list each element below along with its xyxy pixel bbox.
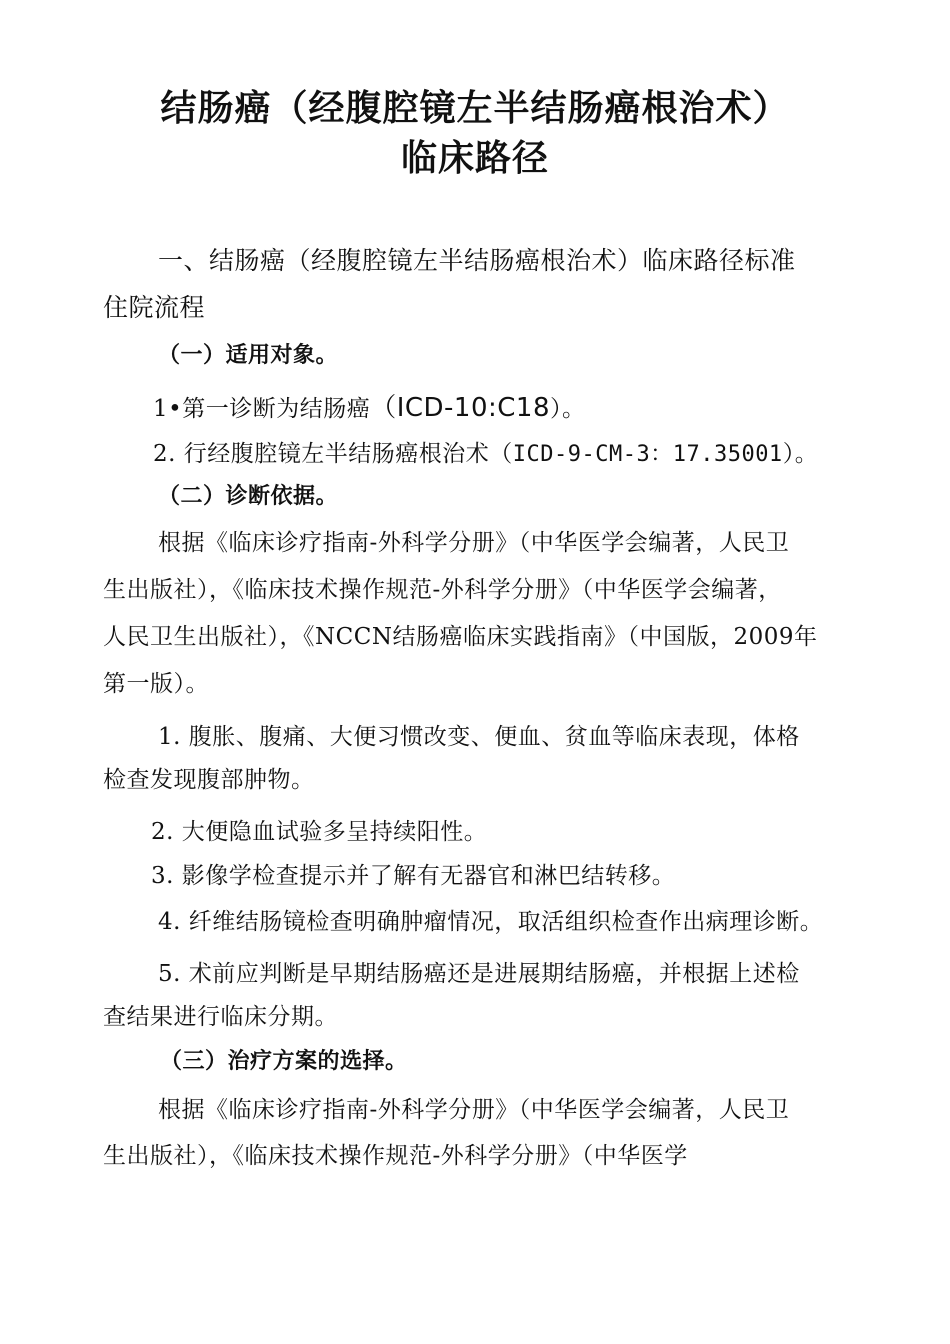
sub2-item5-line2: 查结果进行临床分期。	[103, 1004, 338, 1030]
sub1-item2-prefix: 2. 行经腹腔镜左半结肠癌根治术（	[153, 441, 513, 467]
sub3-para-line2: 生出版社），《临床技术操作规范-外科学分册》（中华医学	[103, 1143, 688, 1169]
sub1-item1	[153, 387, 586, 424]
section1-heading-line1: 一、结肠癌（经腹腔镜左半结肠癌根治术）临床路径标准	[158, 246, 796, 275]
sub1-item2-code: ICD-9-CM-3：17.35001	[512, 442, 783, 467]
sub2-para-line3: 人民卫生出版社），《NCCN结肠癌临床实践指南》（中国版，2009年	[103, 624, 818, 650]
sub2-item1-line1: 1. 腹胀、腹痛、大便习惯改变、便血、贫血等临床表现，体格	[158, 724, 800, 750]
sub1-item1-suffix: ）。	[550, 396, 586, 422]
sub3-heading: （三）治疗方案的选择。	[160, 1049, 408, 1074]
sub1-item2	[153, 435, 818, 468]
sub1-item2-suffix: ）。	[782, 441, 819, 467]
sub2-item4: 4. 纤维结肠镜检查明确肿瘤情况，取活组织检查作出病理诊断。	[158, 909, 824, 935]
sub2-item5-line1: 5. 术前应判断是早期结肠癌还是进展期结肠癌，并根据上述检	[158, 961, 800, 987]
sub2-heading: （二）诊断依据。	[158, 484, 339, 509]
sub1-heading: （一）适用对象。	[158, 343, 339, 368]
document-title-line1: 结肠癌（经腹腔镜左半结肠癌根治术）	[160, 88, 790, 129]
document-title-line2: 临床路径	[400, 138, 549, 179]
sub1-item1-code: （ICD-10:C18	[370, 393, 551, 423]
sub1-item1-prefix: 1•第一诊断为结肠癌	[153, 396, 371, 422]
sub2-item3: 3. 影像学检查提示并了解有无器官和淋巴结转移。	[151, 863, 676, 889]
sub2-item1-line2: 检查发现腹部肿物。	[103, 767, 315, 793]
sub2-item2: 2. 大便隐血试验多呈持续阳性。	[151, 819, 488, 845]
sub2-para-line1: 根据《临床诊疗指南-外科学分册》（中华医学会编著，人民卫	[158, 530, 790, 556]
sub2-para-line4: 第一版）。	[103, 671, 209, 697]
section1-heading-line2: 住院流程	[103, 293, 206, 322]
sub2-para-line2: 生出版社），《临床技术操作规范-外科学分册》（中华医学会编著，	[103, 577, 782, 603]
sub3-para-line1: 根据《临床诊疗指南-外科学分册》（中华医学会编著，人民卫	[158, 1097, 790, 1123]
